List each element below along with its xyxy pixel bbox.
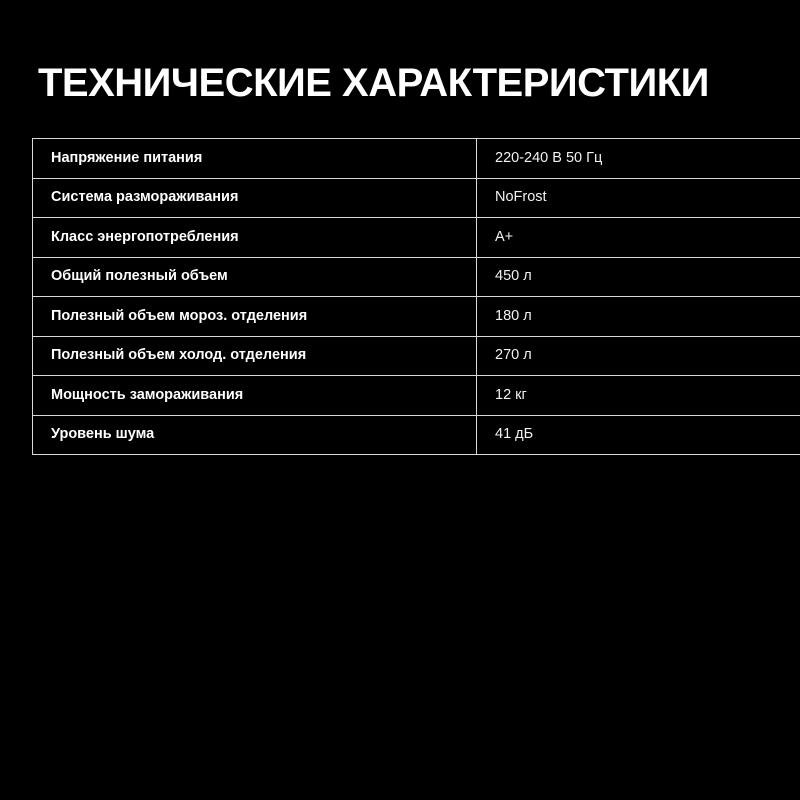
table-row	[33, 139, 800, 179]
spec-label: Мощность замораживания	[33, 376, 477, 416]
table-row	[33, 376, 800, 416]
table-row	[33, 178, 800, 218]
spec-value: 180 л	[477, 297, 800, 337]
table-row	[33, 257, 800, 297]
table-row	[33, 415, 800, 455]
spec-label: Напряжение питания	[33, 139, 477, 179]
spec-value: 41 дБ	[477, 415, 800, 455]
specifications-table-body	[33, 139, 800, 455]
specifications-table	[32, 138, 800, 455]
spec-label: Класс энергопотребления	[33, 218, 477, 258]
table-row	[33, 336, 800, 376]
table-row	[33, 297, 800, 337]
spec-value: A+	[477, 218, 800, 258]
spec-value: 220-240 В 50 Гц	[477, 139, 800, 179]
spec-value: 270 л	[477, 336, 800, 376]
spec-value: 12 кг	[477, 376, 800, 416]
spec-label: Полезный объем мороз. отделения	[33, 297, 477, 337]
spec-label: Уровень шума	[33, 415, 477, 455]
spec-value: NoFrost	[477, 178, 800, 218]
table-row	[33, 218, 800, 258]
spec-label: Полезный объем холод. отделения	[33, 336, 477, 376]
page-title: ТЕХНИЧЕСКИЕ ХАРАКТЕРИСТИКИ	[38, 60, 709, 105]
spec-label: Общий полезный объем	[33, 257, 477, 297]
spec-label: Система размораживания	[33, 178, 477, 218]
spec-value: 450 л	[477, 257, 800, 297]
